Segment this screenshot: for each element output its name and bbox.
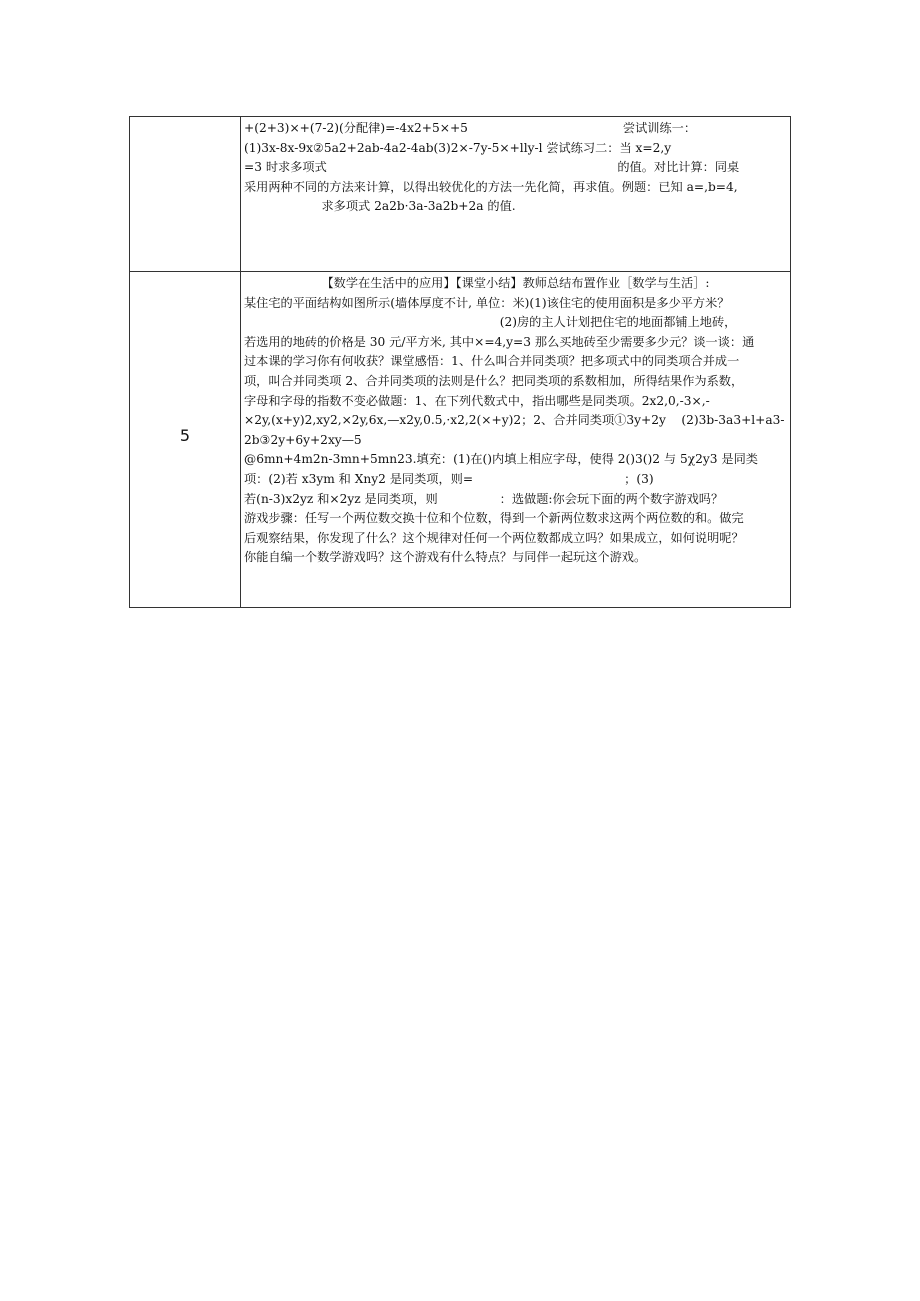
row-number [130,117,240,271]
text-line: +(2+3)×+(7-2)(分配律)=-4x2+5×+5 尝试训练一： [244,121,697,135]
text-line: 采用两种不同的方法来计算，以得出较优化的方法一先化简，再求值。例题：已知 a=,b=4, [244,179,738,194]
text-line: 项，叫合并同类项 2、合并同类项的法则是什么？把同类项的系数相加，所得结果作为系数， [244,373,744,388]
text-line: 过本课的学习你有何收获？课堂感悟：1、什么叫合并同类项？把多项式中的同类项合并成一 [244,354,740,369]
text-line: 求多项式 2a2b·3a-3a2b+2a 的值. [244,199,516,214]
text-line: =3 时求多项式 的值。对比计算：同桌 [244,160,740,175]
text-line: 若选用的地砖的价格是 30 元/平方米, 其中×=4,y=3 那么买地砖至少需要多少元？谈一谈：通 [244,334,755,349]
text-line: 字母和字母的指数不变必做题：1、在下列代数式中，指出哪些是同类项。2x2,0,-3×,- [244,393,710,408]
text-line: (1)3x-8x-9x②5a2+2ab-4a2-4ab(3)2×-7y-5×+lly-l 尝试练习二：当 x=2,y [244,140,672,155]
text-line: 【数学在生活中的应用】【课堂小结】教师总结布置作业［数学与生活］: [244,276,710,290]
row-number: 5 [179,426,191,445]
content-cell [241,272,791,608]
row-number-cell [130,272,241,608]
text-line: 某住宅的平面结构如图所示(墙体厚度不计, 单位：米)(1)该住宅的使用面积是多少平方米？ [244,295,730,310]
table-row [130,117,791,272]
content-cell [241,117,791,272]
text-line: 项：(2)若 x3ym 和 Xny2 是同类项，则= ；(3) [244,471,654,486]
text-line: 若(n-3)x2yz 和×2yz 是同类项，则 ：选做题:你会玩下面的两个数字游戏吗？ [244,491,724,506]
lesson-table [129,116,791,608]
text-line: 2b③2y+6y+2xy—5 [244,432,362,447]
table-row [130,272,791,608]
text-line: 后观察结果，你发现了什么？这个规律对任何一个两位数都成立吗？如果成立，如何说明呢？ [244,530,744,545]
text-line: 游戏步骤：任写一个两位数交换十位和个位数，得到一个新两位数求这两个两位数的和。做完 [244,511,744,526]
text-line: 你能自编一个数学游戏吗？这个游戏有什么特点？与同伴一起玩这个游戏。 [244,550,647,565]
text-line: ×2y,(x+y)2,xy2,×2y,6x,—x2y,0.5,·x2,2(×+y)2；2、合并同类项①3y+2y (2)3b-3a3+l+a3- [244,413,785,428]
row-number-cell [130,117,241,272]
text-line: (2)房的主人计划把住宅的地面都铺上地砖， [244,315,737,330]
text-line: @6mn+4m2n-3mn+5mn23.填充：(1)在()内填上相应字母，使得 2()3()2 与 5χ2y3 是同类 [244,452,758,467]
